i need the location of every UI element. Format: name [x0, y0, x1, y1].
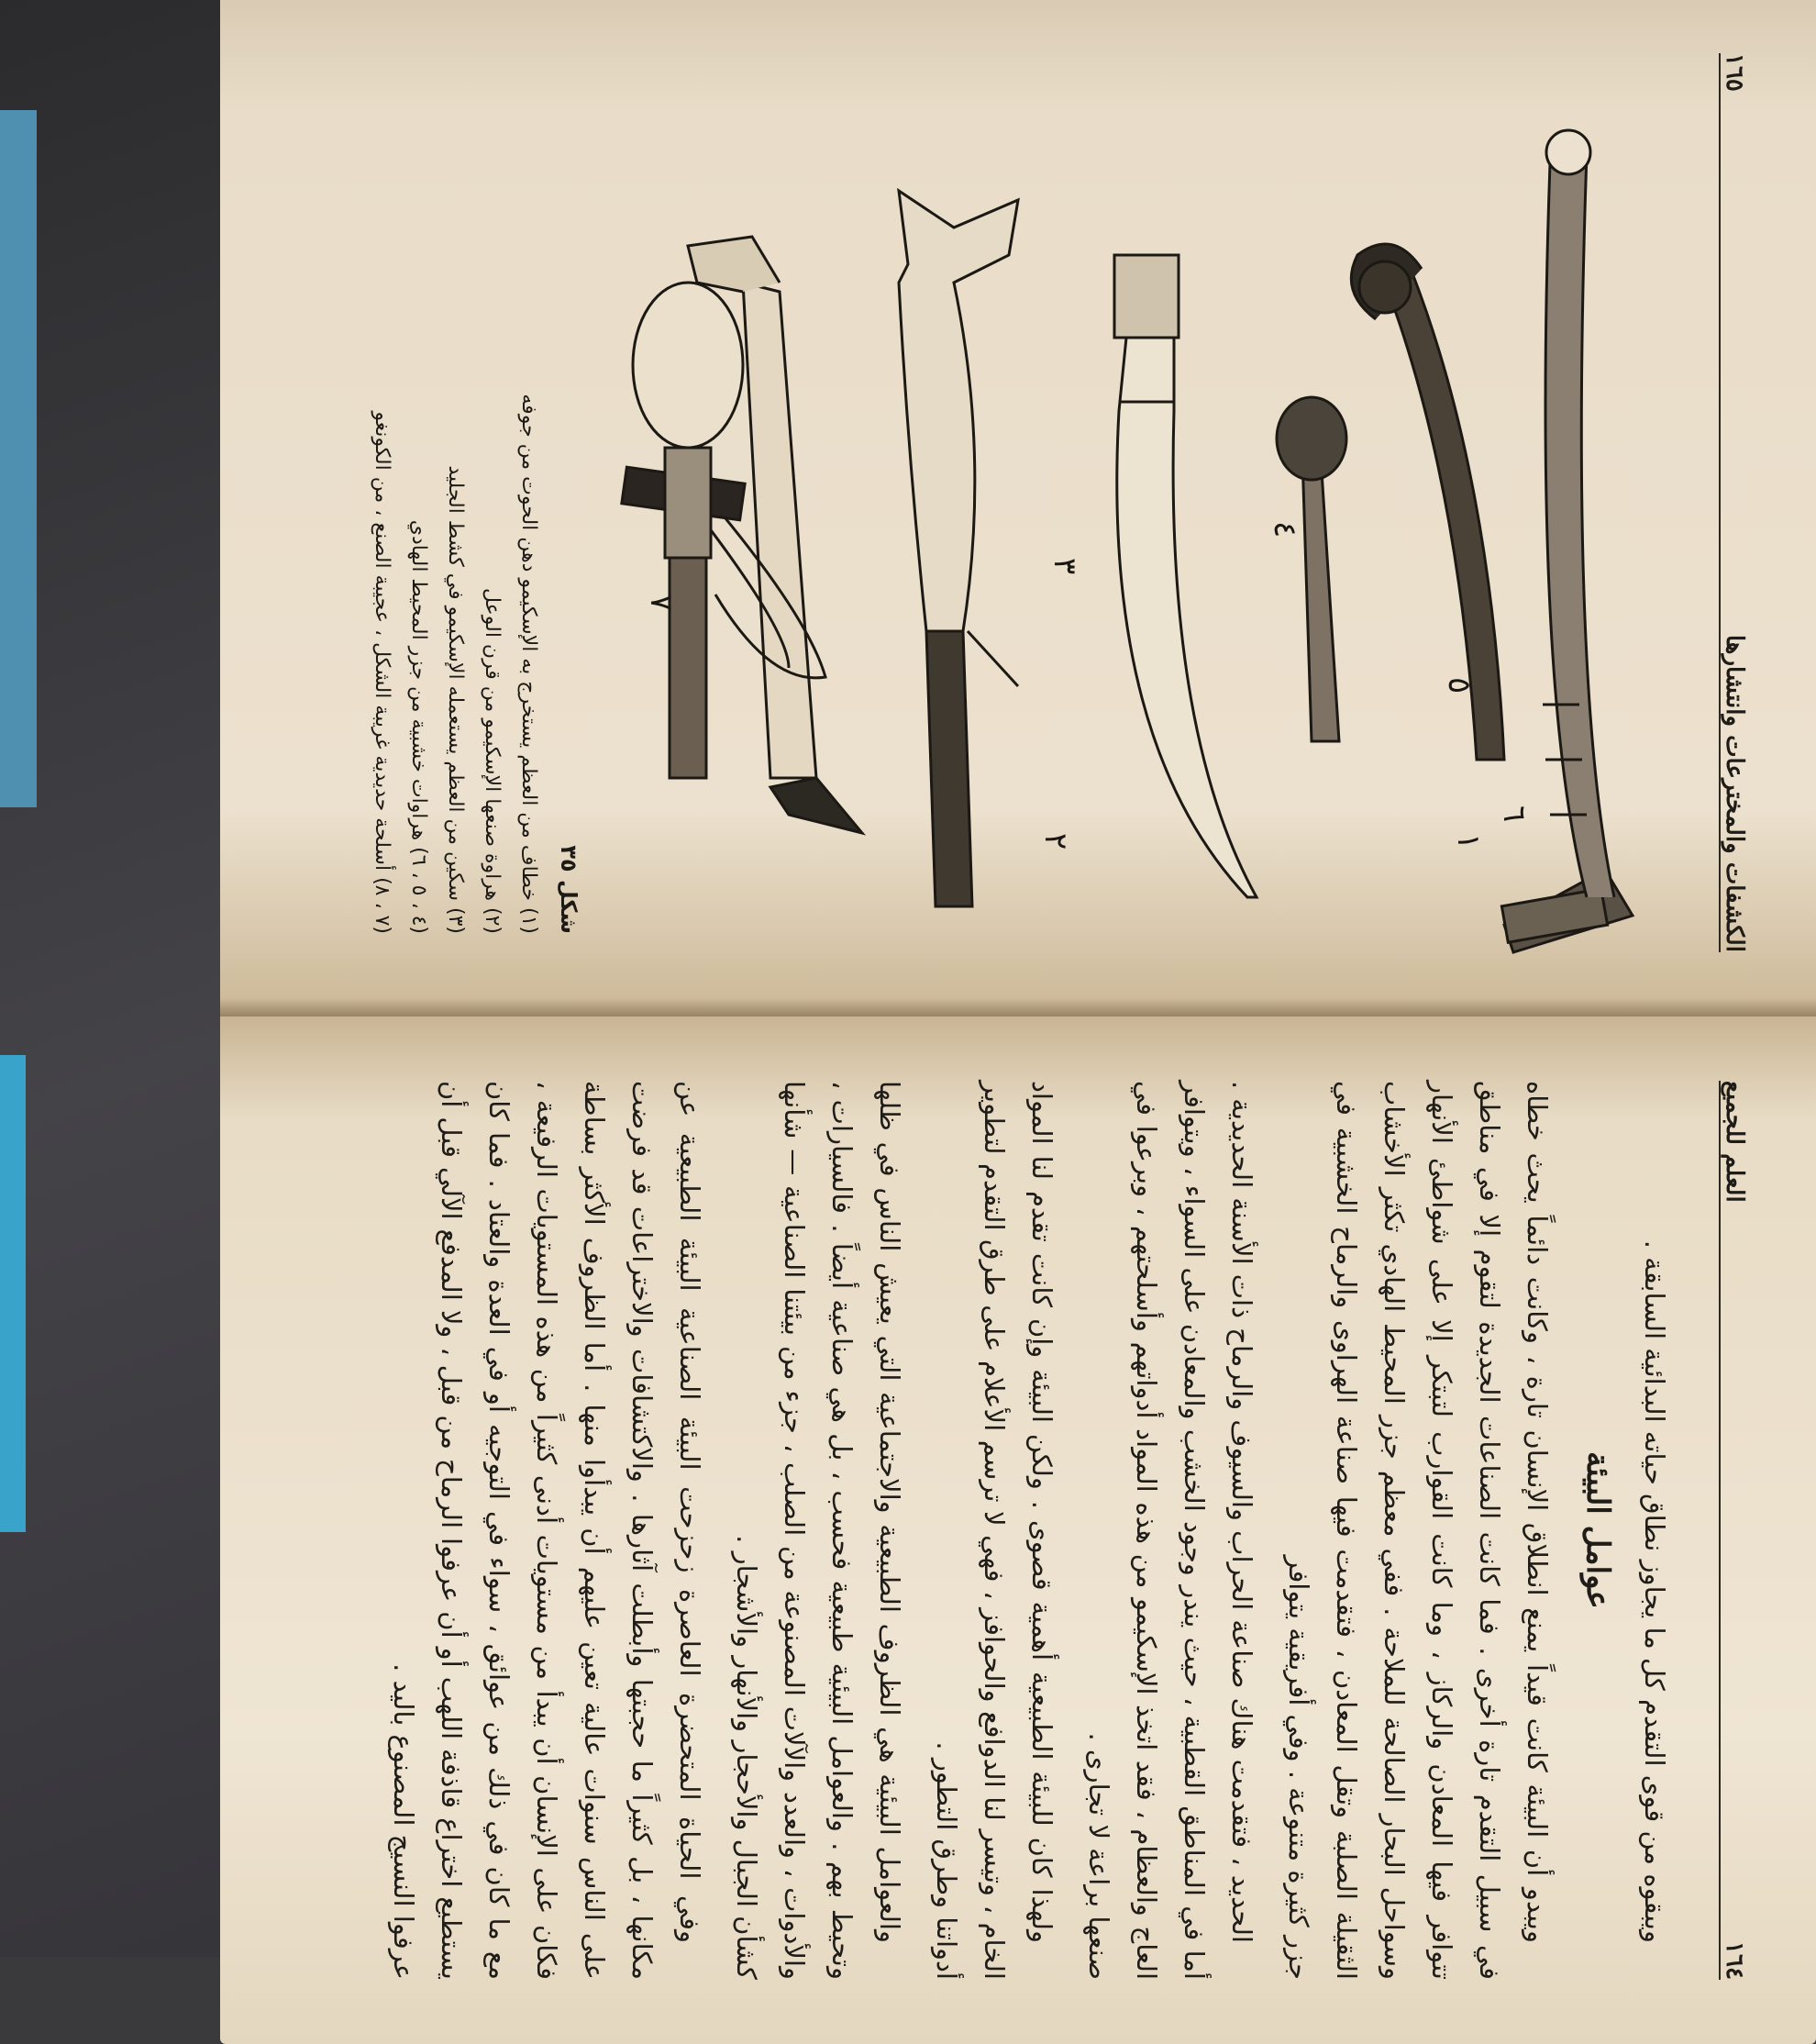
open-book: [220, 0, 1816, 2044]
caption-item: (٢) هراوة صنعها الإسكيمو من قرن الوعل: [481, 587, 504, 934]
paragraph: الحديد ، فتقدمت هناك صناعة الحراب والسيوف والرماح ذات الأسنة الحديدية . أما في المناطق القطبية ، حيث يندر وجود الخشب والمعادن على السواء ، ويتوافر العاج والعظام ، فقد اتخذ الإسكيمو من هذه المواد أدواتهم وأسلحتهم ، وبرعوا في صنعها براعة لا تجارى .: [1083, 1081, 1257, 1980]
figure-label-5: ٥: [1441, 677, 1478, 694]
weapons-illustration: [605, 44, 1688, 961]
blue-book-edge: [0, 1055, 26, 1532]
club-4-drawing: [1277, 397, 1346, 741]
club-5-drawing: [1351, 244, 1504, 760]
figure-label-1: ١: [1450, 833, 1487, 850]
blue-book-edge: [0, 110, 37, 807]
page-number: ١٦٥: [1721, 53, 1748, 92]
mace-8-drawing: [633, 283, 743, 778]
caption-item: (٧ ، ٨) أسلحة حديدية غريبة الشكل ، عجيبة الصنع ، من الكونغو: [371, 411, 393, 934]
caption-item: (١) خطاف من العظم يستخرج به الإسكيمو دهن الحوت من جوفه: [517, 394, 540, 934]
body-text: [321, 1081, 1678, 1980]
paragraph: والعوامل البيئية هي الظروف الطبيعية والاجتماعية التي يعيش الناس في ظلها وتحيط بهم . والعوامل البيئية طبيعية فحسب ، بل هي صناعية أيضاً . فالسيارات ، والأدوات ، والعدد والآلات المصنوعة من الصلب ، جزء من بيئتنا الصناعية — شأنها كشأن الجبال والأحجار والأنهار والأشجار .: [731, 1081, 905, 1980]
text-page: [220, 1016, 1816, 2044]
paragraph: ولهذا كان للبيئة الطبيعية أهمية قصوى . ولكن البيئة وإن كانت تقدم لنا المواد الخام ، وتيسر لنا الدوافع والحوافز ، فهي لا ترسم الأعلام على طرق التقدم لتطوير أدواتنا وطرق التطور .: [931, 1081, 1057, 1980]
section-heading: عوامل البيئة: [1579, 1451, 1616, 1609]
weapons-drawing: [605, 44, 1688, 961]
figure-label-4: ٤: [1267, 521, 1303, 539]
club-2-drawing: [899, 191, 1018, 906]
knife-3-drawing: [1114, 255, 1257, 897]
figure-label-6: ٦: [1496, 805, 1533, 823]
page-number: ١٦٤: [1721, 1941, 1748, 1980]
figure-label-7: ٧: [643, 594, 680, 612]
club-6-drawing: [1501, 130, 1633, 952]
paragraph: وفي الحياة المتحضرة العاصرة زحزحت البيئة الصناعية البيئة الطبيعية عن مكانها ، بل كثيراً ما حجبتها وأبطلت آثارها . والاكتشافات والاختراعات قد فرضت على الناس سنوات عالية تعين عليهم أن يبدأوا منها . أما الظروف الأكثر بساطة فكان على الإنسان أن يبدأ من مستويات أدنى كثيراً من هذه المستويات الرفيعة ، مع ما كان في ذلك من عوائق ، سواء في التوجيه أو في العدة والعتاد . فما كان يستطيع اختراع قاذفة اللهب أو أن عرفوا الرماح من قبل ، ولا المدفع الآلي قبل أن عرفوا النسيج المصنوع باليد .: [388, 1081, 705, 1980]
caption-list: [363, 72, 547, 934]
caption-title: شكل ٣٥: [556, 845, 581, 934]
running-title: الكشفات والمخترعات وانتشارها: [1721, 634, 1748, 952]
paragraph: ويبقوه من قوى التقدم كل ما يجاوز نطاق حياته البدائية السابقة .: [1639, 1239, 1670, 1943]
figure-label-3: ٣: [1046, 558, 1083, 575]
paragraph: ويبدو أن البيئة كانت قيداً يمنع انطلاق الإنسان تارة ، وكانت دائماً يحث خطاه في سبيل التقدم تارة أخرى . فما كانت الصناعات الجديدة لتقوم إلا في مناطق تتوافر فيها المعادن والركاز ، وما كانت القوارب لتبتكر إلا على شواطئ الأنهار وسواحل البحار الصالحة للملاحة . ففي معظم جزر المحيط الهادي تكثر الأخشاب الثقيلة الصلبة وتقل المعادن ، فتقدمت فيها صناعة الهراوى والرماح الخشبية في جزر كثيرة متنوعة . وفي أفريقية يتوافر: [1283, 1081, 1553, 1980]
caption-item: (٣) سكين من العظم يستعمله الإسكيمو في كشط الجليد: [444, 465, 467, 934]
running-head: [1719, 1081, 1761, 1980]
running-head: [1719, 53, 1761, 952]
figure-label-2: ٢: [1037, 833, 1074, 850]
caption-item: (٤ ، ٥ ، ٦) هراوات خشبية من جزر المحيط الهادي: [407, 519, 430, 934]
figure-caption: [275, 72, 587, 934]
figure-page: [220, 0, 1816, 1016]
running-title: العلم للجميع: [1721, 1081, 1748, 1203]
